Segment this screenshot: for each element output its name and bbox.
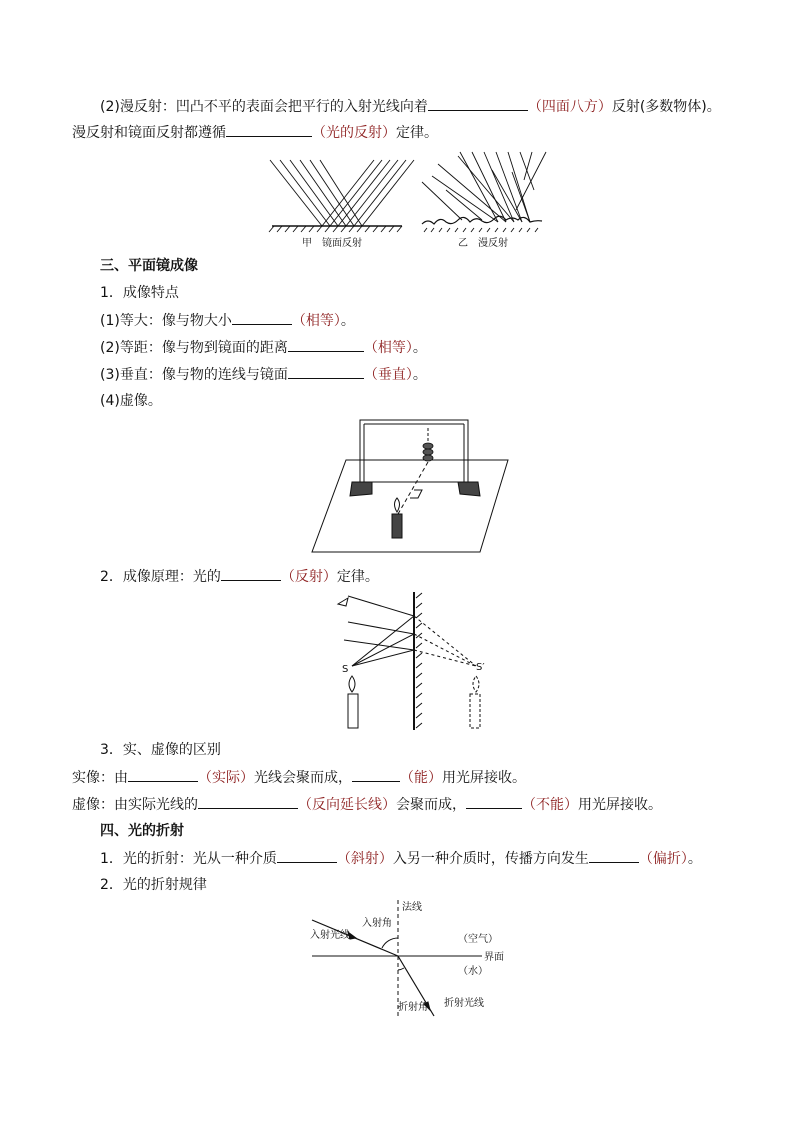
answer: （相等） [363, 340, 413, 356]
specular-caption: 甲 镜面反射 [302, 238, 362, 249]
label-s: S [342, 664, 349, 675]
feature-2 [100, 337, 427, 358]
section3-sub1: 1．成像特点 [100, 285, 179, 301]
interface-label: 界面 [484, 952, 504, 963]
answer: （斜射） [336, 851, 393, 867]
answer: （光的反射） [312, 125, 396, 141]
answer: （偏折） [638, 851, 688, 867]
blank [277, 848, 337, 863]
diffuse-caption: 乙 漫反射 [458, 238, 508, 249]
normal-label: 法线 [402, 902, 422, 913]
answer: （能） [400, 770, 442, 786]
feature-3 [100, 364, 427, 385]
virtual-text: 虚像：由实际光线的 [72, 797, 198, 813]
blank [466, 794, 522, 809]
sub1-mid: 入另一种介质时，传播方向发生 [392, 851, 589, 867]
diffuse-line1-text: (2)漫反射：凹凸不平的表面会把平行的入射光线向着 [100, 99, 428, 115]
imaging-principle-figure [330, 590, 500, 734]
water-label: （水） [458, 966, 488, 977]
feature-1 [100, 310, 355, 331]
refracted-ray-label: 折射光线 [444, 998, 484, 1009]
diffuse-line2-text: 漫反射和镜面反射都遵循 [72, 125, 226, 141]
feature-4: (4)虚像。 [100, 393, 162, 409]
blank [288, 337, 364, 352]
blank [232, 310, 292, 325]
specular-reflection-figure [269, 160, 414, 232]
answer: （四面八方） [527, 99, 612, 115]
blank [288, 364, 364, 379]
feature-1-text: (1)等大：像与物大小 [100, 313, 232, 329]
answer: （相等） [291, 313, 341, 329]
real-text: 实像：由 [72, 770, 128, 786]
diffuse-line1-tail: 反射(多数物体)。 [611, 99, 721, 115]
diffuse-line-1 [100, 96, 721, 117]
air-label: （空气） [458, 934, 498, 945]
reflection-figures [262, 150, 562, 250]
sub1-text: 1．光的折射：光从一种介质 [100, 851, 277, 867]
sub1-tail: 。 [687, 851, 702, 867]
diffuse-line2-tail: 定律。 [396, 125, 438, 141]
refraction-law-figure [306, 898, 516, 1018]
answer: （不能） [522, 797, 578, 813]
section4-heading: 四、光的折射 [100, 823, 184, 839]
incident-angle-label: 入射角 [362, 918, 392, 929]
section3-heading: 三、平面镜成像 [100, 258, 198, 274]
blank [198, 794, 298, 809]
answer: （反向延长线） [298, 797, 396, 813]
diffuse-line-2 [72, 122, 438, 143]
section4-sub2: 2．光的折射规律 [100, 877, 207, 893]
feature-3-text: (3)垂直：像与物的连线与镜面 [100, 367, 288, 383]
blank [221, 566, 281, 581]
answer: （实际） [198, 770, 254, 786]
feature-1-tail: 。 [340, 313, 355, 329]
plane-mirror-experiment-figure [310, 416, 510, 556]
answer: （反射） [280, 569, 337, 585]
virtual-tail: 用光屏接收。 [578, 797, 662, 813]
feature-2-text: (2)等距：像与物到镜面的距离 [100, 340, 288, 356]
answer: （垂直） [363, 367, 413, 383]
feature-2-tail: 。 [412, 340, 427, 356]
blank [428, 96, 528, 111]
refraction-definition [100, 848, 702, 869]
virtual-image-line [72, 794, 662, 815]
real-tail: 用光屏接收。 [442, 770, 526, 786]
blank [352, 767, 400, 782]
real-mid: 光线会聚而成， [254, 770, 352, 786]
blank [128, 767, 198, 782]
diffuse-reflection-figure [422, 152, 546, 232]
section3-sub2 [100, 566, 379, 587]
sub2-text: 2．成像原理：光的 [100, 569, 221, 585]
real-image-line [72, 767, 526, 788]
refraction-angle-label: 折射角 [398, 1002, 428, 1013]
label-s-prime: S′ [476, 662, 485, 673]
blank [589, 848, 639, 863]
virtual-mid: 会聚而成， [396, 797, 466, 813]
incident-ray-label: 入射光线 [310, 930, 350, 941]
sub2-tail: 定律。 [336, 569, 379, 585]
section3-sub3: 3．实、虚像的区别 [100, 742, 221, 758]
feature-3-tail: 。 [412, 367, 427, 383]
blank [226, 122, 312, 137]
